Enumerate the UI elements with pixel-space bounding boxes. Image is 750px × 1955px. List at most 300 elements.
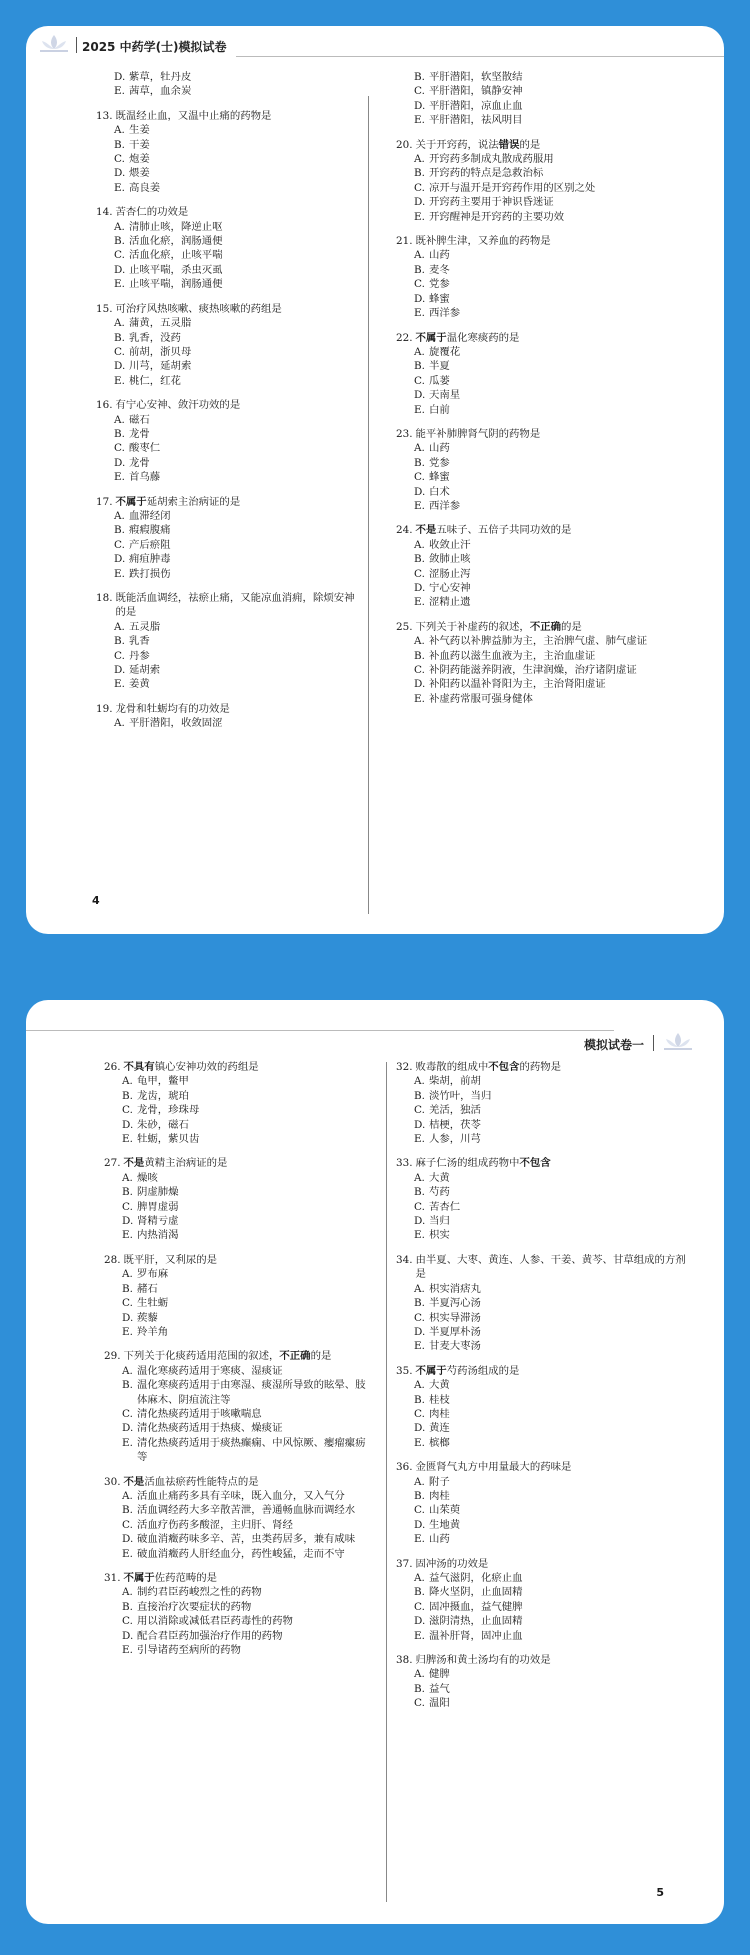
option-letter: D. bbox=[122, 1118, 134, 1131]
option-text: 瓜蒌 bbox=[429, 374, 450, 387]
option-letter: B. bbox=[414, 1682, 425, 1695]
option-letter: D. bbox=[122, 1422, 134, 1435]
answer-option bbox=[104, 1629, 374, 1643]
question-item bbox=[396, 523, 706, 609]
option-text: 党参 bbox=[429, 456, 450, 469]
question-stem bbox=[396, 1460, 696, 1474]
option-text: 破血消癥药人肝经血分，药性峻猛，走而不守 bbox=[137, 1547, 345, 1560]
stem-text: 既能活血调经，祛瘀止痛，又能凉血消痈，除烦安神的是 bbox=[115, 592, 355, 619]
option-text: 桃仁，红花 bbox=[129, 374, 181, 387]
option-text: 羌活，独活 bbox=[429, 1104, 481, 1117]
option-text: 止咳平喘，杀虫灭虱 bbox=[129, 263, 223, 276]
emphasis-text: 不正确 bbox=[529, 620, 561, 633]
stem-text: 下列关于化痰药适用范围的叙述， bbox=[123, 1350, 280, 1363]
emphasis-text: 错误 bbox=[498, 138, 520, 151]
answer-option bbox=[96, 413, 356, 427]
left-column bbox=[96, 70, 356, 741]
answer-option bbox=[396, 595, 706, 609]
option-letter: D. bbox=[414, 1325, 426, 1338]
answer-option bbox=[104, 1103, 374, 1117]
question-stem bbox=[396, 331, 706, 345]
option-letter: E. bbox=[414, 403, 425, 416]
answer-option bbox=[396, 1585, 696, 1599]
option-letter: C. bbox=[414, 1104, 425, 1117]
option-letter: D. bbox=[414, 582, 426, 594]
question-stem bbox=[396, 523, 706, 537]
option-letter: D. bbox=[122, 1215, 134, 1228]
question-item bbox=[104, 1156, 374, 1242]
option-text: 茜草，血余炭 bbox=[129, 85, 192, 98]
option-letter: A. bbox=[122, 1171, 133, 1184]
emphasis-text: 不包含 bbox=[488, 1061, 520, 1073]
stem-text: 温化寒痰药的是 bbox=[446, 331, 520, 344]
answer-option bbox=[104, 1600, 374, 1614]
option-text: 肉桂 bbox=[429, 1407, 450, 1420]
answer-option bbox=[396, 1200, 696, 1214]
question-number: 18. bbox=[96, 592, 113, 604]
column-divider bbox=[368, 96, 369, 914]
question-number: 30. bbox=[104, 1475, 121, 1488]
option-text: 平肝潜阳，软坚散结 bbox=[429, 71, 523, 83]
emphasis-text: 不属于 bbox=[123, 1572, 155, 1584]
question-text bbox=[416, 138, 706, 152]
option-letter: B. bbox=[114, 635, 125, 648]
answer-option bbox=[396, 1185, 696, 1199]
question-stem bbox=[396, 234, 706, 248]
option-text: 破血消癥药味多辛、苦，虫类药居多，兼有咸味 bbox=[137, 1533, 356, 1546]
option-letter: C. bbox=[414, 567, 425, 580]
option-text: 活血化瘀，润肠通便 bbox=[129, 235, 223, 248]
option-letter: C. bbox=[414, 278, 425, 291]
option-text: 开窍药多制成丸散成药服用 bbox=[429, 153, 554, 166]
option-text: 朱砂，磁石 bbox=[137, 1118, 189, 1131]
option-text: 温阳 bbox=[429, 1697, 450, 1710]
header-title: 模拟试卷一 bbox=[583, 1038, 644, 1052]
left-column bbox=[104, 1060, 374, 1667]
answer-option bbox=[96, 427, 356, 441]
answer-option bbox=[396, 441, 706, 455]
option-text: 蒲黄，五灵脂 bbox=[129, 317, 192, 330]
question-item bbox=[104, 1475, 374, 1561]
option-text: 党参 bbox=[429, 278, 450, 291]
stem-text: 延胡索主治病证的是 bbox=[146, 495, 241, 508]
lotus-logo-icon bbox=[662, 1030, 694, 1052]
question-text bbox=[416, 427, 706, 441]
page-header bbox=[26, 26, 724, 64]
stem-tail: 的是 bbox=[561, 620, 582, 633]
option-letter: D. bbox=[414, 389, 426, 402]
answer-option bbox=[104, 1585, 374, 1599]
option-text: 补气药以补脾益肺为主，主治脾气虚、肺气虚证 bbox=[429, 635, 648, 648]
question-number: 29. bbox=[104, 1350, 121, 1363]
answer-option bbox=[396, 152, 706, 166]
stem-text: 佐药范畴的是 bbox=[154, 1572, 218, 1584]
option-text: 半夏厚朴汤 bbox=[429, 1325, 481, 1338]
option-text: 平肝潜阳，镇静安神 bbox=[429, 85, 523, 98]
option-letter: E. bbox=[122, 1436, 133, 1449]
option-letter: B. bbox=[122, 1089, 133, 1102]
question-stem bbox=[96, 109, 356, 123]
stem-text: 五味子、五倍子共同功效的是 bbox=[436, 524, 572, 537]
option-text: 清肺止咳，降逆止呕 bbox=[129, 220, 223, 233]
option-text: 补阴药能滋养阴液，生津润燥，治疗诸阴虚证 bbox=[429, 664, 637, 677]
option-letter: B. bbox=[122, 1282, 133, 1295]
option-letter: C. bbox=[414, 1504, 425, 1517]
option-text: 内热消渴 bbox=[137, 1229, 179, 1242]
option-text: 麦冬 bbox=[429, 263, 450, 276]
question-text bbox=[416, 1653, 696, 1667]
option-text: 涩肠止泻 bbox=[429, 567, 471, 580]
question-number: 22. bbox=[396, 331, 413, 344]
question-item bbox=[104, 1349, 374, 1464]
answer-option bbox=[396, 1089, 696, 1103]
answer-option bbox=[396, 1393, 696, 1407]
option-text: 山药 bbox=[429, 442, 450, 455]
option-letter: C. bbox=[122, 1615, 133, 1628]
answer-option bbox=[96, 470, 356, 484]
option-letter: E. bbox=[122, 1325, 133, 1338]
lotus-logo-icon bbox=[38, 32, 70, 54]
option-letter: D. bbox=[114, 456, 126, 469]
question-number: 13. bbox=[96, 109, 113, 122]
question-stem bbox=[104, 1571, 374, 1585]
answer-option bbox=[396, 649, 706, 663]
answer-option bbox=[104, 1436, 374, 1465]
option-letter: E. bbox=[122, 1547, 133, 1560]
option-text: 附子 bbox=[429, 1475, 450, 1488]
option-letter: A. bbox=[114, 317, 125, 330]
answer-option bbox=[104, 1378, 374, 1407]
question-stem bbox=[104, 1060, 374, 1074]
question-stem bbox=[96, 702, 356, 716]
option-letter: E. bbox=[114, 567, 125, 580]
page-header bbox=[26, 1000, 724, 1052]
answer-option bbox=[396, 1132, 696, 1146]
option-letter: B. bbox=[414, 649, 425, 662]
question-text bbox=[416, 523, 706, 537]
answer-option bbox=[96, 84, 356, 98]
question-stem bbox=[396, 1653, 696, 1667]
option-letter: E. bbox=[122, 1644, 133, 1657]
option-text: 开窍药主要用于神识昏迷证 bbox=[429, 196, 554, 209]
option-text: 活血化瘀，止咳平喘 bbox=[129, 249, 223, 262]
option-text: 生地黄 bbox=[429, 1518, 461, 1531]
option-text: 敛肺止咳 bbox=[429, 553, 471, 566]
option-letter: E. bbox=[414, 1340, 425, 1353]
answer-option bbox=[96, 716, 356, 730]
option-letter: A. bbox=[122, 1268, 133, 1281]
option-letter: C. bbox=[122, 1518, 133, 1531]
option-text: 温补肝肾，固冲止血 bbox=[429, 1629, 523, 1642]
question-number: 34. bbox=[396, 1253, 413, 1266]
stem-text: 黄精主治病证的是 bbox=[144, 1157, 228, 1170]
option-text: 大黄 bbox=[429, 1379, 450, 1392]
answer-option bbox=[96, 523, 356, 537]
option-letter: E. bbox=[114, 278, 125, 291]
question-number: 33. bbox=[396, 1157, 413, 1170]
option-text: 龟甲，鳖甲 bbox=[137, 1075, 189, 1088]
option-letter: B. bbox=[122, 1379, 133, 1392]
answer-option bbox=[96, 263, 356, 277]
answer-option bbox=[96, 138, 356, 152]
option-text: 高良姜 bbox=[129, 181, 161, 194]
option-letter: D. bbox=[122, 1311, 134, 1324]
emphasis-text: 不是 bbox=[415, 524, 437, 537]
answer-option bbox=[396, 277, 706, 291]
option-letter: A. bbox=[414, 153, 425, 166]
answer-option bbox=[396, 1421, 696, 1435]
option-text: 清化热痰药适用于热痰、燥痰证 bbox=[137, 1422, 283, 1435]
option-text: 生牡蛎 bbox=[137, 1297, 169, 1310]
question-item bbox=[104, 1571, 374, 1657]
answer-option bbox=[96, 345, 356, 359]
answer-option bbox=[104, 1171, 374, 1185]
question-item bbox=[396, 1653, 696, 1711]
answer-option bbox=[96, 677, 356, 691]
option-text: 枳实消痞丸 bbox=[429, 1282, 481, 1295]
answer-option bbox=[396, 403, 706, 417]
question-stem bbox=[396, 138, 706, 152]
option-text: 磁石 bbox=[129, 413, 150, 426]
option-text: 补阳药以温补肾阳为主，主治肾阳虚证 bbox=[429, 678, 606, 691]
answer-option bbox=[396, 1682, 696, 1696]
option-letter: D. bbox=[122, 1533, 134, 1546]
stem-text: 固冲汤的功效是 bbox=[415, 1557, 489, 1570]
emphasis-text: 不属于 bbox=[415, 331, 447, 344]
option-text: 健脾 bbox=[429, 1668, 450, 1681]
option-letter: E. bbox=[114, 181, 125, 194]
answer-option bbox=[104, 1228, 374, 1242]
column-divider bbox=[386, 1062, 387, 1902]
option-text: 延胡索 bbox=[129, 664, 161, 677]
answer-option bbox=[396, 345, 706, 359]
question-text bbox=[124, 1349, 374, 1363]
answer-option bbox=[396, 1696, 696, 1710]
answer-option bbox=[396, 1489, 696, 1503]
answer-option bbox=[96, 166, 356, 180]
answer-option bbox=[104, 1132, 374, 1146]
answer-option bbox=[396, 210, 706, 224]
question-number: 27. bbox=[104, 1157, 121, 1170]
option-letter: D. bbox=[414, 485, 426, 498]
answer-option bbox=[396, 1629, 696, 1643]
question-item bbox=[96, 70, 356, 99]
answer-option bbox=[104, 1267, 374, 1281]
answer-option bbox=[396, 113, 706, 127]
answer-option bbox=[96, 359, 356, 373]
answer-option bbox=[104, 1118, 374, 1132]
option-text: 甘麦大枣汤 bbox=[429, 1340, 481, 1353]
option-letter: D. bbox=[414, 678, 426, 691]
option-letter: C. bbox=[414, 85, 425, 98]
answer-option bbox=[396, 1378, 696, 1392]
question-number: 19. bbox=[96, 702, 113, 715]
answer-option bbox=[104, 1200, 374, 1214]
answer-option bbox=[104, 1296, 374, 1310]
option-text: 活血疗伤药多酸涩，主归肝、肾经 bbox=[137, 1518, 293, 1531]
answer-option bbox=[96, 123, 356, 137]
option-letter: B. bbox=[414, 263, 425, 276]
option-letter: E. bbox=[414, 114, 425, 127]
option-letter: A. bbox=[414, 1171, 425, 1184]
stem-text: 可治疗风热咳嗽、痰热咳嗽的药组是 bbox=[115, 302, 282, 315]
option-text: 平肝潜阳，祛风明目 bbox=[429, 114, 523, 127]
answer-option bbox=[96, 248, 356, 262]
header-separator bbox=[653, 1035, 654, 1051]
question-number: 23. bbox=[396, 427, 413, 440]
answer-option bbox=[396, 456, 706, 470]
option-letter: D. bbox=[114, 360, 126, 373]
option-letter: C. bbox=[414, 471, 425, 484]
option-text: 平肝潜阳，凉血止血 bbox=[429, 99, 523, 112]
answer-option bbox=[396, 1282, 696, 1296]
option-letter: E. bbox=[114, 471, 125, 484]
answer-option bbox=[396, 1600, 696, 1614]
option-text: 蜂蜜 bbox=[429, 292, 450, 305]
option-text: 羚羊角 bbox=[137, 1325, 169, 1338]
option-letter: A. bbox=[114, 124, 125, 137]
option-letter: E. bbox=[114, 85, 125, 98]
stem-text: 下列关于补虚药的叙述， bbox=[415, 620, 530, 633]
question-stem bbox=[96, 495, 356, 509]
option-text: 收敛止汗 bbox=[429, 538, 471, 551]
option-text: 产后瘀阻 bbox=[129, 538, 171, 551]
option-letter: A. bbox=[414, 635, 425, 648]
option-letter: A. bbox=[114, 620, 125, 633]
question-text bbox=[116, 205, 356, 219]
question-number: 31. bbox=[104, 1572, 121, 1584]
answer-option bbox=[396, 485, 706, 499]
answer-option bbox=[96, 649, 356, 663]
option-text: 桂枝 bbox=[429, 1393, 450, 1406]
stem-text: 既平肝，又利尿的是 bbox=[123, 1253, 218, 1266]
answer-option bbox=[104, 1503, 374, 1517]
answer-option bbox=[396, 248, 706, 262]
question-item bbox=[96, 205, 356, 291]
option-text: 清化热痰药适用于咳嗽喘息 bbox=[137, 1407, 262, 1420]
question-number: 14. bbox=[96, 206, 113, 219]
option-text: 丹参 bbox=[129, 649, 150, 662]
answer-option bbox=[396, 195, 706, 209]
answer-option bbox=[396, 374, 706, 388]
option-letter: E. bbox=[414, 499, 425, 512]
option-letter: A. bbox=[414, 1379, 425, 1392]
option-letter: B. bbox=[414, 71, 425, 83]
question-text bbox=[416, 1156, 696, 1170]
answer-option bbox=[396, 181, 706, 195]
question-text bbox=[416, 1557, 696, 1571]
header-rule bbox=[236, 56, 724, 57]
option-letter: B. bbox=[414, 1393, 425, 1406]
answer-option bbox=[104, 1547, 374, 1561]
question-stem bbox=[396, 427, 706, 441]
option-letter: C. bbox=[414, 1311, 425, 1324]
option-text: 涩精止遗 bbox=[429, 596, 471, 609]
question-number: 26. bbox=[104, 1061, 121, 1073]
option-letter: C. bbox=[114, 249, 125, 262]
option-letter: A. bbox=[122, 1586, 133, 1599]
option-letter: C. bbox=[122, 1297, 133, 1310]
option-letter: A. bbox=[122, 1489, 133, 1502]
option-text: 前胡，浙贝母 bbox=[129, 345, 192, 358]
answer-option bbox=[96, 374, 356, 388]
right-column bbox=[396, 1060, 696, 1721]
option-text: 脾胃虚弱 bbox=[137, 1200, 179, 1213]
option-letter: B. bbox=[414, 1186, 425, 1199]
option-letter: D. bbox=[114, 71, 126, 83]
option-text: 旋覆花 bbox=[429, 345, 461, 358]
option-text: 直接治疗次要症状的药物 bbox=[137, 1600, 252, 1613]
option-letter: E. bbox=[414, 1436, 425, 1449]
option-text: 黄连 bbox=[429, 1422, 450, 1435]
question-number: 16. bbox=[96, 399, 113, 412]
answer-option bbox=[396, 1074, 696, 1088]
question-item bbox=[96, 302, 356, 388]
option-letter: D. bbox=[122, 1629, 134, 1642]
question-item bbox=[96, 495, 356, 581]
question-text bbox=[124, 1156, 374, 1170]
option-text: 滋阴清热，止血固精 bbox=[429, 1615, 523, 1628]
question-item bbox=[396, 70, 706, 128]
option-text: 白术 bbox=[429, 485, 450, 498]
stem-text: 苦杏仁的功效是 bbox=[115, 206, 189, 219]
question-stem bbox=[396, 620, 706, 634]
option-text: 补虚药常服可强身健体 bbox=[429, 692, 533, 705]
answer-option bbox=[396, 470, 706, 484]
option-letter: D. bbox=[114, 167, 126, 180]
answer-option bbox=[96, 234, 356, 248]
option-letter: D. bbox=[414, 1615, 426, 1628]
option-letter: A. bbox=[114, 717, 125, 730]
question-stem bbox=[396, 1060, 696, 1074]
option-text: 人参，川芎 bbox=[429, 1133, 481, 1146]
question-number: 36. bbox=[396, 1461, 413, 1474]
question-text bbox=[116, 398, 356, 412]
option-letter: B. bbox=[414, 1489, 425, 1502]
option-letter: C. bbox=[414, 181, 425, 194]
answer-option bbox=[396, 677, 706, 691]
question-text bbox=[416, 620, 706, 634]
option-letter: C. bbox=[414, 1407, 425, 1420]
option-text: 半夏 bbox=[429, 360, 450, 373]
option-text: 五灵脂 bbox=[129, 620, 161, 633]
option-letter: D. bbox=[414, 1422, 426, 1435]
answer-option bbox=[96, 152, 356, 166]
option-letter: C. bbox=[414, 1200, 425, 1213]
emphasis-text: 不属于 bbox=[115, 495, 147, 508]
question-text bbox=[124, 1475, 374, 1489]
stem-text: 由半夏、大枣、黄连、人参、干姜、黄芩、甘草组成的方剂是 bbox=[415, 1253, 686, 1281]
question-item bbox=[396, 138, 706, 224]
option-letter: C. bbox=[122, 1200, 133, 1213]
option-letter: B. bbox=[114, 427, 125, 440]
answer-option bbox=[396, 663, 706, 677]
option-letter: A. bbox=[114, 509, 125, 522]
option-letter: C. bbox=[414, 1600, 425, 1613]
option-text: 补血药以滋生血液为主，主治血虚证 bbox=[429, 649, 596, 662]
question-stem bbox=[396, 1364, 696, 1378]
option-letter: D. bbox=[414, 99, 426, 112]
option-letter: E. bbox=[114, 678, 125, 691]
question-number: 37. bbox=[396, 1557, 413, 1570]
page-number: 4 bbox=[92, 894, 100, 907]
option-text: 血滞经闭 bbox=[129, 509, 171, 522]
answer-option bbox=[396, 1475, 696, 1489]
option-text: 龙齿，琥珀 bbox=[137, 1089, 189, 1102]
question-item bbox=[96, 109, 356, 195]
answer-option bbox=[104, 1643, 374, 1657]
stem-tail: 的药物是 bbox=[519, 1061, 561, 1073]
